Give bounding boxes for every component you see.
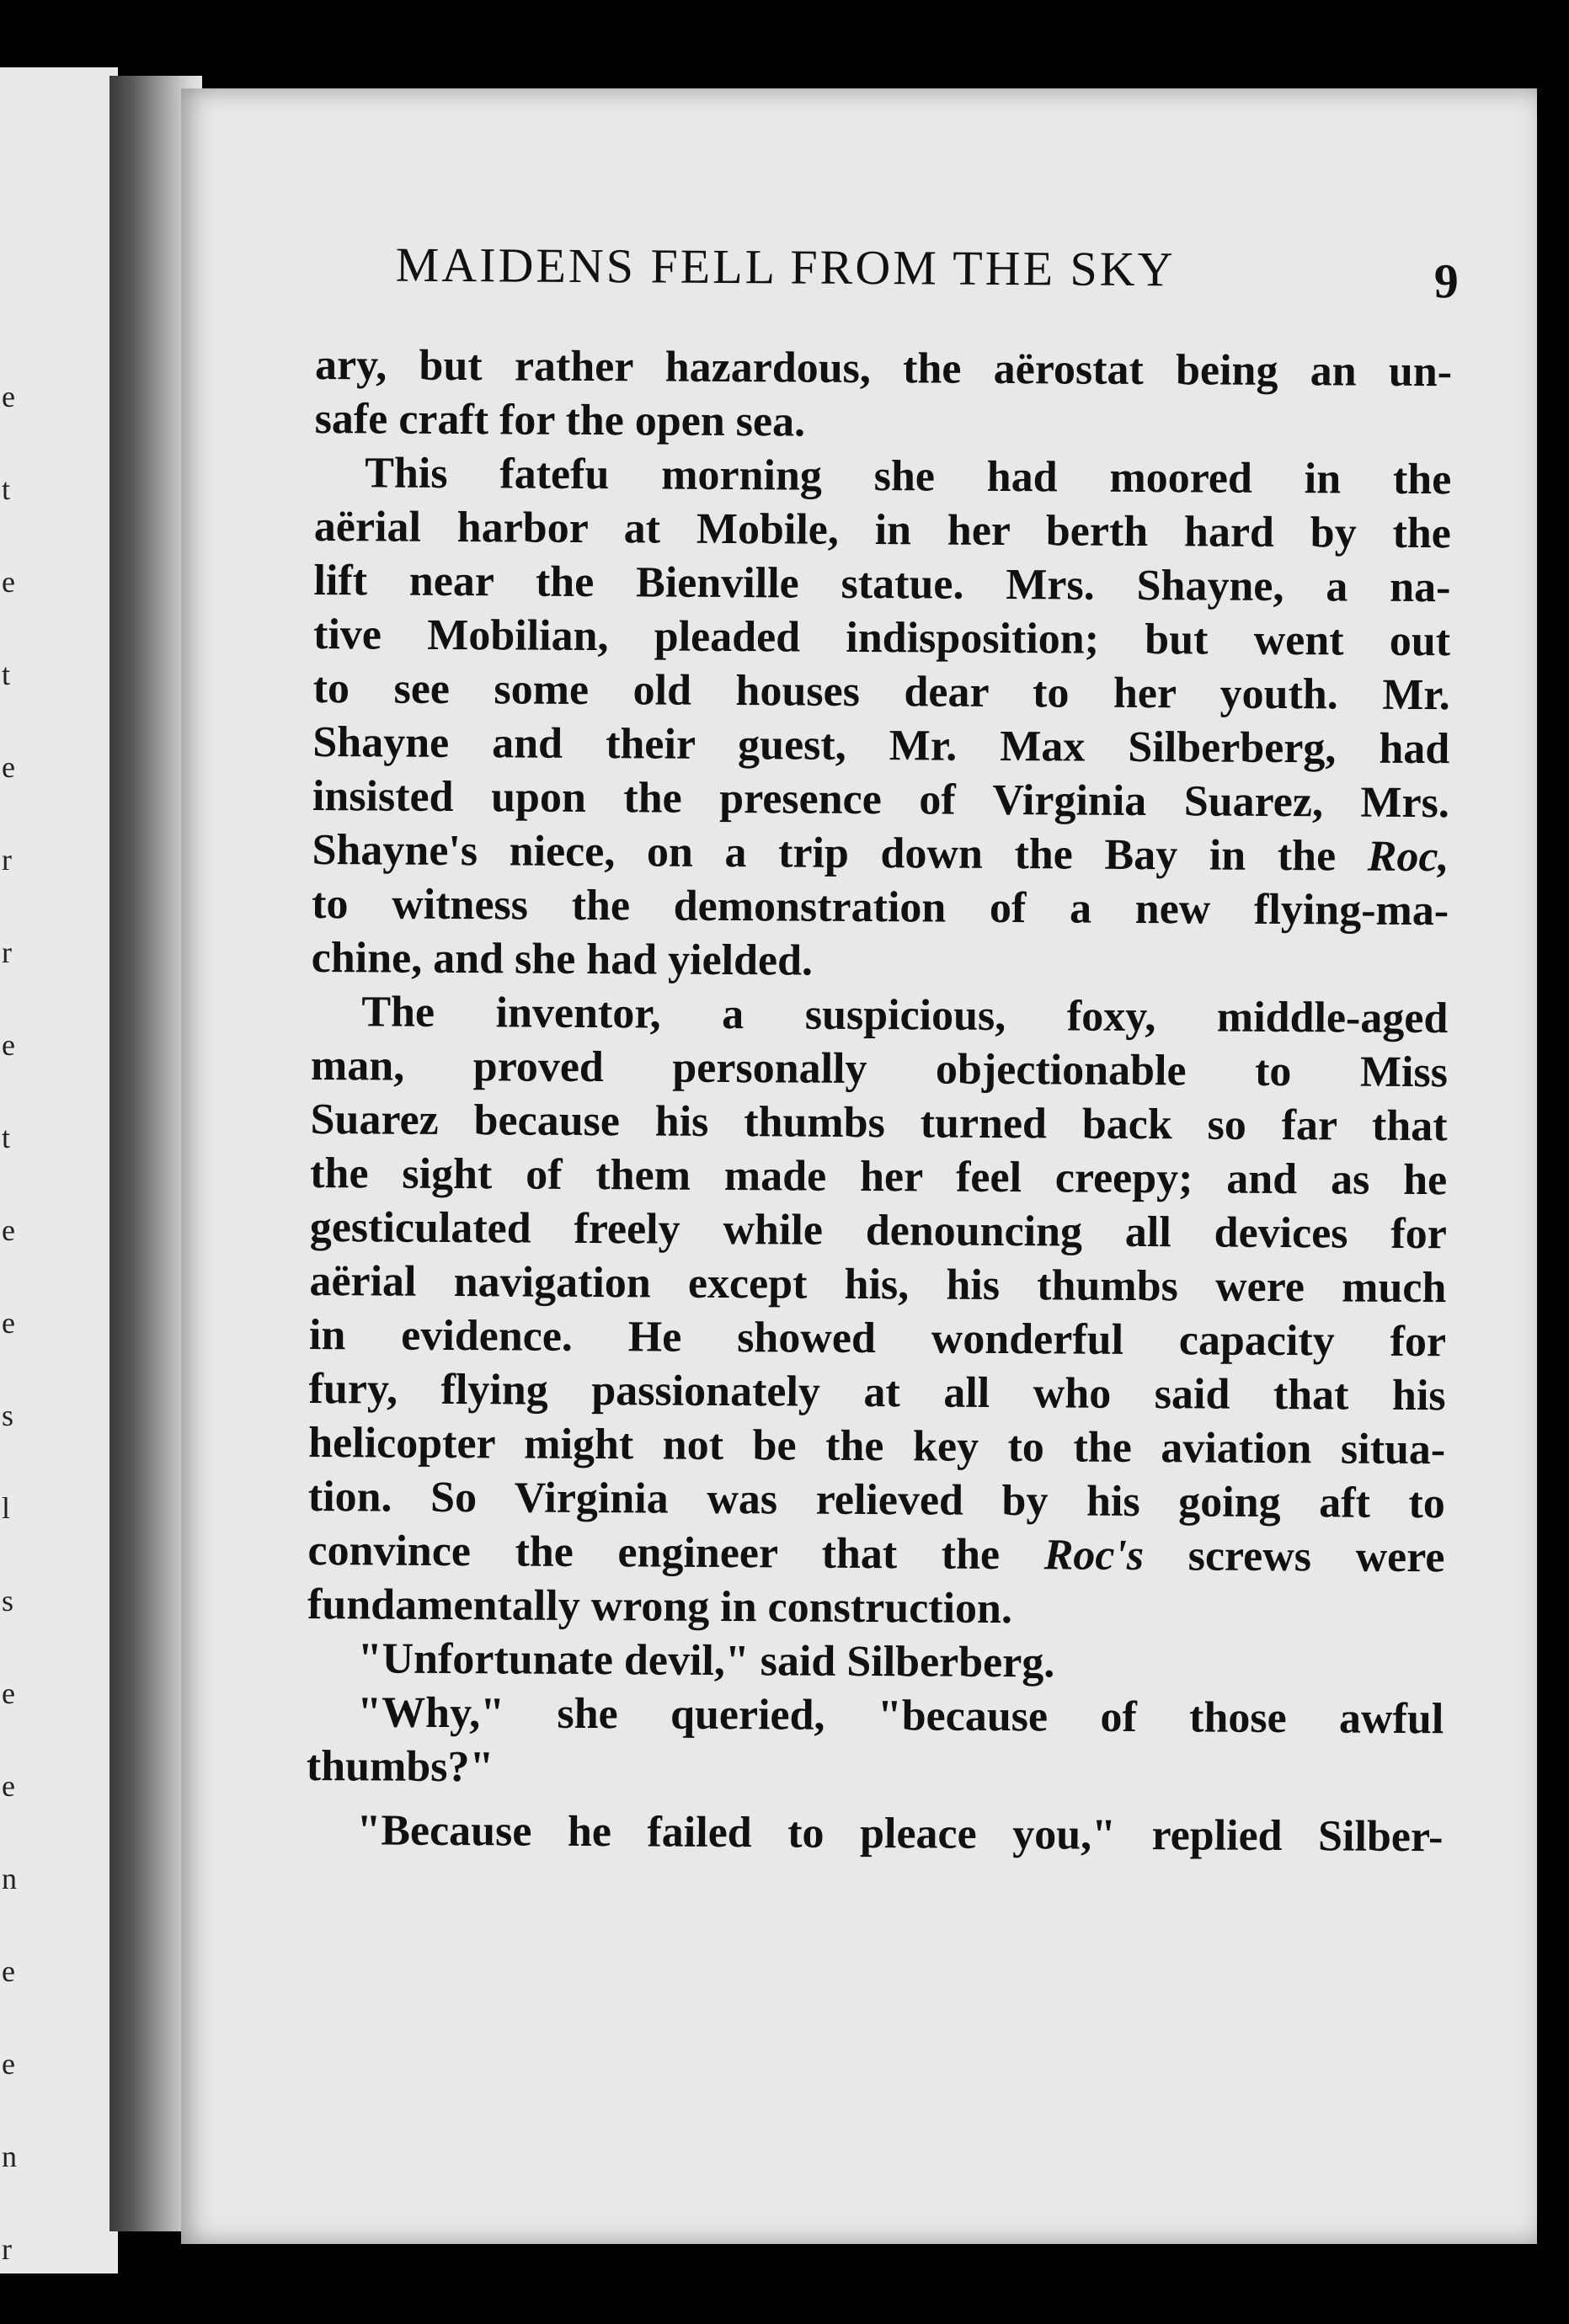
text-line: insisted upon the presence of Virginia Suarez, Mrs. [312,771,1450,828]
text-fragment: convince the engineer that the [307,1526,1044,1580]
text-line: The inventor, a suspicious, foxy, middle-aged [361,988,1449,1043]
text-line: helicopter might not be the key to the aviation situa- [308,1418,1446,1474]
book-page [181,88,1537,2244]
facing-page-letter: r [2,2232,12,2266]
body-text [306,338,1452,1864]
text-fragment: screws were [1143,1532,1445,1582]
facing-page-letter: s [2,1584,14,1618]
facing-page-letter: e [2,1954,15,1988]
facing-page-letter: s [2,1399,14,1432]
text-line: ary, but rather hazardous, the aërostat being an un- [314,340,1453,397]
running-head [316,236,1461,310]
facing-page-letter: n [2,2140,17,2173]
text-line: man, proved personally objectionable to Miss [310,1041,1449,1097]
text-line: Suarez because his thumbs turned back so far that [310,1095,1448,1151]
page-content [306,236,1461,1864]
text-line: chine, and she had yielded. [311,933,814,985]
text-line-with-italic [312,824,1449,884]
text-fragment: Shayne's niece, on a trip down the Bay in the [312,825,1368,881]
text-line: Shayne and their guest, Mr. Max Silberberg, had [312,717,1450,774]
facing-page-letter: t [2,658,11,691]
paragraph-5 [307,1686,1444,1800]
facing-page-letter: e [2,1028,15,1062]
facing-page-letter: e [2,1306,15,1340]
italic-ship-name: Roc, [1367,832,1449,882]
facing-page-letter: n [2,1862,17,1895]
text-line: tion. So Virginia was relieved by his going aft to [307,1472,1446,1528]
paragraph-6 [306,1804,1443,1864]
text-line: safe craft for the open sea. [314,394,806,446]
text-line: "Unfortunate devil," said Silberberg. [357,1634,1055,1687]
text-line: aërial harbor at Mobile, in her berth hard by the [313,502,1452,558]
text-line: fundamentally wrong in construction. [307,1580,1013,1634]
text-line: This fatefu morning she had moored in the [365,449,1452,504]
paragraph-4 [307,1632,1444,1692]
text-line: the sight of them made her feel creepy; and as he [310,1149,1448,1205]
text-line: "Why," she queried, "because of those awful [357,1688,1444,1744]
facing-page-letter: e [2,380,15,413]
text-line: to see some old houses dear to her youth. Mr. [312,664,1450,720]
facing-page-letter: r [2,843,12,877]
text-line: thumbs?" [306,1741,494,1792]
facing-page-letter: e [2,1769,15,1803]
text-line-with-italic [307,1524,1444,1585]
italic-ship-name: Roc's [1043,1531,1145,1580]
text-line: gesticulated freely while denouncing all devices for [309,1202,1447,1259]
facing-page-letter: t [2,472,11,506]
facing-page-sliver [0,67,118,2273]
facing-page-letter: e [2,2047,15,2081]
text-line: to witness the demonstration of a new flying-ma- [311,879,1449,935]
facing-page-letter: e [2,1213,15,1247]
facing-page-letter: r [2,935,12,969]
text-line: fury, flying passionately at all who said that his [308,1364,1446,1421]
facing-page-letter: l [2,1491,11,1525]
paragraph-1 [314,338,1452,453]
facing-page-letter: e [2,750,15,784]
facing-page-letter: e [2,1676,15,1710]
text-line: tive Mobilian, pleaded indisposition; but went out [312,610,1451,666]
text-line: in evidence. He showed wonderful capacity for [308,1310,1447,1367]
facing-page-letter: e [2,565,15,599]
paragraph-2 [312,446,1452,992]
text-line: aërial navigation except his, his thumbs were much [309,1256,1447,1313]
text-line: "Because he failed to pleace you," replied Silber- [356,1806,1444,1862]
paragraph-3 [307,985,1449,1639]
facing-page-letter: t [2,1121,11,1154]
page-number: 9 [1433,253,1461,309]
text-line: lift near the Bienville statue. Mrs. Shayne, a na- [313,556,1451,612]
running-head-title: MAIDENS FELL FROM THE SKY [395,237,1176,297]
facing-page-letters [0,67,25,2273]
